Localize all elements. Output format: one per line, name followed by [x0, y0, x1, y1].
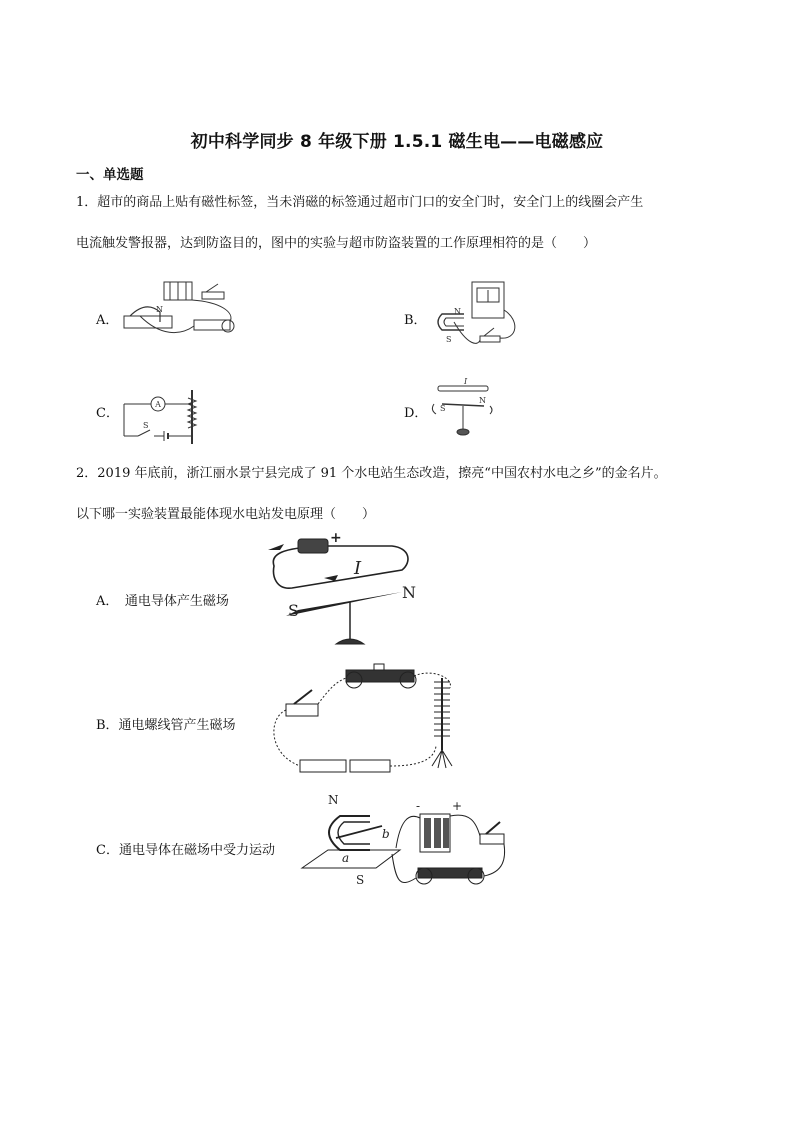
switch-label: S [143, 421, 149, 430]
svg-text:N: N [454, 307, 461, 316]
current-label: I [354, 558, 362, 579]
section-heading: 一、单选题 [76, 167, 144, 183]
question-1-line-1: 1．超市的商品上贴有磁性标签，当未消磁的标签通过超市门口的安全门时，安全门上的线圈会产生 [76, 195, 644, 210]
q1-option-d-label[interactable]: D． [404, 406, 428, 421]
q2-option-a-figure [262, 532, 422, 650]
pole-n-label: N [328, 793, 339, 807]
q1-option-a-label[interactable]: A． [96, 313, 119, 328]
current-label: I [464, 377, 468, 386]
q1-option-a-figure [120, 278, 245, 343]
conductor-b-label: b [382, 827, 390, 841]
q2-option-c-figure [300, 792, 515, 904]
svg-text:N: N [156, 305, 163, 314]
battery-minus-label: - [416, 799, 421, 813]
pole-s-label: S [440, 404, 446, 413]
battery-plus-label: + [452, 799, 463, 813]
question-1-line-2: 电流触发警报器，达到防盗目的，图中的实验与超市防盗装置的工作原理相符的是（ ） [76, 236, 597, 251]
pole-n-label: N [479, 396, 486, 405]
question-2-line-1: 2．2019 年底前，浙江丽水景宁县完成了 91 个水电站生态改造，擦亮“中国农村水电之乡”的金名片。 [76, 466, 667, 481]
q1-option-c-label[interactable]: C． [96, 406, 119, 421]
page-title: 初中科学同步 8 年级下册 1.5.1 磁生电——电磁感应 [190, 132, 604, 152]
pole-n-label: N [402, 583, 416, 602]
svg-text:S: S [446, 335, 452, 344]
q1-option-b-label[interactable]: B． [404, 313, 427, 328]
conductor-a-label: a [342, 851, 350, 865]
pole-s-label: S [288, 601, 299, 620]
q1-option-b-figure [428, 280, 528, 350]
ammeter-label: A [155, 400, 161, 409]
pole-s-label: S [356, 873, 365, 887]
q1-option-d-figure [428, 377, 498, 440]
battery-plus-label: + [330, 530, 342, 546]
q2-option-c-label[interactable]: C．通电导体在磁场中受力运动 [96, 843, 275, 858]
question-2-line-2: 以下哪一实验装置最能体现水电站发电原理（ ） [76, 507, 376, 522]
q2-option-a-label[interactable]: A． 通电导体产生磁场 [96, 594, 229, 609]
q1-option-c-figure [118, 384, 214, 446]
q2-option-b-figure [264, 658, 474, 778]
q2-option-b-label[interactable]: B．通电螺线管产生磁场 [96, 718, 236, 733]
